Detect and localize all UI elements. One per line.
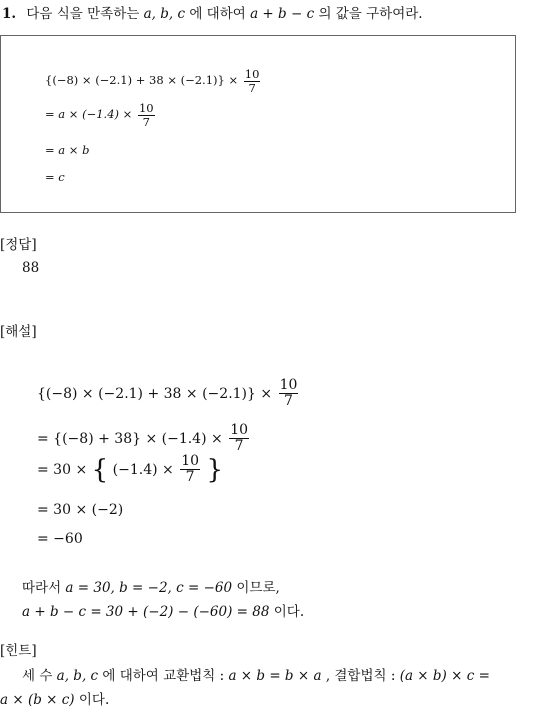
explanation-line-3 (37, 454, 223, 486)
fraction-denominator: 7 (142, 114, 150, 129)
box-line-2 (45, 102, 157, 128)
hint-label: [힌트] (0, 643, 37, 659)
fraction-numerator: 10 (181, 453, 200, 469)
box-line-1 (45, 68, 262, 94)
explanation-line-1 (37, 378, 300, 410)
hint-associative-2: a × (b × c) (0, 692, 75, 708)
box-fraction-1 (244, 68, 261, 94)
box-line-4: = c (45, 170, 65, 184)
question-title (2, 2, 423, 22)
fraction-denominator: 7 (234, 438, 244, 455)
explanation-line-5: = −60 (37, 531, 83, 547)
right-brace: } (206, 454, 224, 485)
explanation-label: [해설] (0, 324, 37, 340)
explanation-fraction-2 (229, 423, 249, 455)
conclusion-2-post: 이다. (273, 604, 305, 620)
hint-line-1-c: , 결합법칙 : (325, 668, 396, 684)
fraction-numerator: 10 (279, 377, 298, 393)
conclusion-1-pre: 따라서 (22, 580, 62, 596)
fraction-denominator: 7 (284, 393, 293, 410)
fraction-numerator: 10 (138, 101, 154, 115)
question-number: 1. (2, 6, 17, 22)
question-text-after: 의 값을 구하여라. (318, 6, 423, 22)
hint-commutative: a × b = b × a (228, 668, 322, 684)
box-line-2-text: = a × (−1.4) × (45, 107, 133, 122)
question-expr: a + b − c (250, 6, 315, 22)
hint-line-1-a: 세 수 (22, 668, 53, 684)
conclusion-2-math: a + b − c = 30 + (−2) − (−60) = 88 (22, 604, 270, 620)
fraction-numerator: 10 (230, 422, 249, 438)
explanation-fraction-1 (279, 378, 299, 410)
explanation-line-3-text: = 30 × (37, 461, 92, 478)
explanation-conclusion-2 (22, 600, 304, 620)
answer-label: [정답] (0, 237, 37, 253)
question-vars: a, b, c (143, 6, 186, 22)
hint-vars: a, b, c (56, 668, 99, 684)
conclusion-1-post: 이므로, (236, 580, 280, 596)
box-fraction-2 (138, 102, 155, 128)
left-brace: { (91, 454, 109, 485)
explanation-line-4: = 30 × (−2) (37, 502, 124, 518)
explanation-fraction-3 (180, 454, 200, 486)
explanation-line-3-inner: (−1.4) × (112, 461, 174, 478)
box-line-1-text: {(−8) × (−2.1) + 38 × (−2.1)} × (45, 73, 239, 88)
explanation-conclusion-1 (22, 576, 280, 596)
explanation-line-2-text: = {(−8) + 38} × (−1.4) × (37, 430, 223, 447)
box-line-3: = a × b (45, 143, 90, 157)
fraction-denominator: 7 (248, 80, 256, 95)
explanation-line-1-text: {(−8) × (−2.1) + 38 × (−2.1)} × (37, 385, 273, 402)
question-text-mid: 에 대하여 (189, 6, 246, 22)
conclusion-1-math: a = 30, b = −2, c = −60 (65, 580, 233, 596)
question-text-before: 다음 식을 만족하는 (26, 6, 140, 22)
hint-line-1 (22, 664, 490, 684)
hint-line-2-post: 이다. (78, 692, 110, 708)
explanation-line-2 (37, 423, 251, 455)
fraction-denominator: 7 (185, 469, 195, 486)
hint-line-1-b: 에 대하여 교환법칙 : (102, 668, 225, 684)
answer-value: 88 (22, 260, 40, 276)
fraction-numerator: 10 (244, 67, 260, 81)
hint-line-2 (0, 688, 109, 708)
hint-associative-1: (a × b) × c = (399, 668, 490, 684)
